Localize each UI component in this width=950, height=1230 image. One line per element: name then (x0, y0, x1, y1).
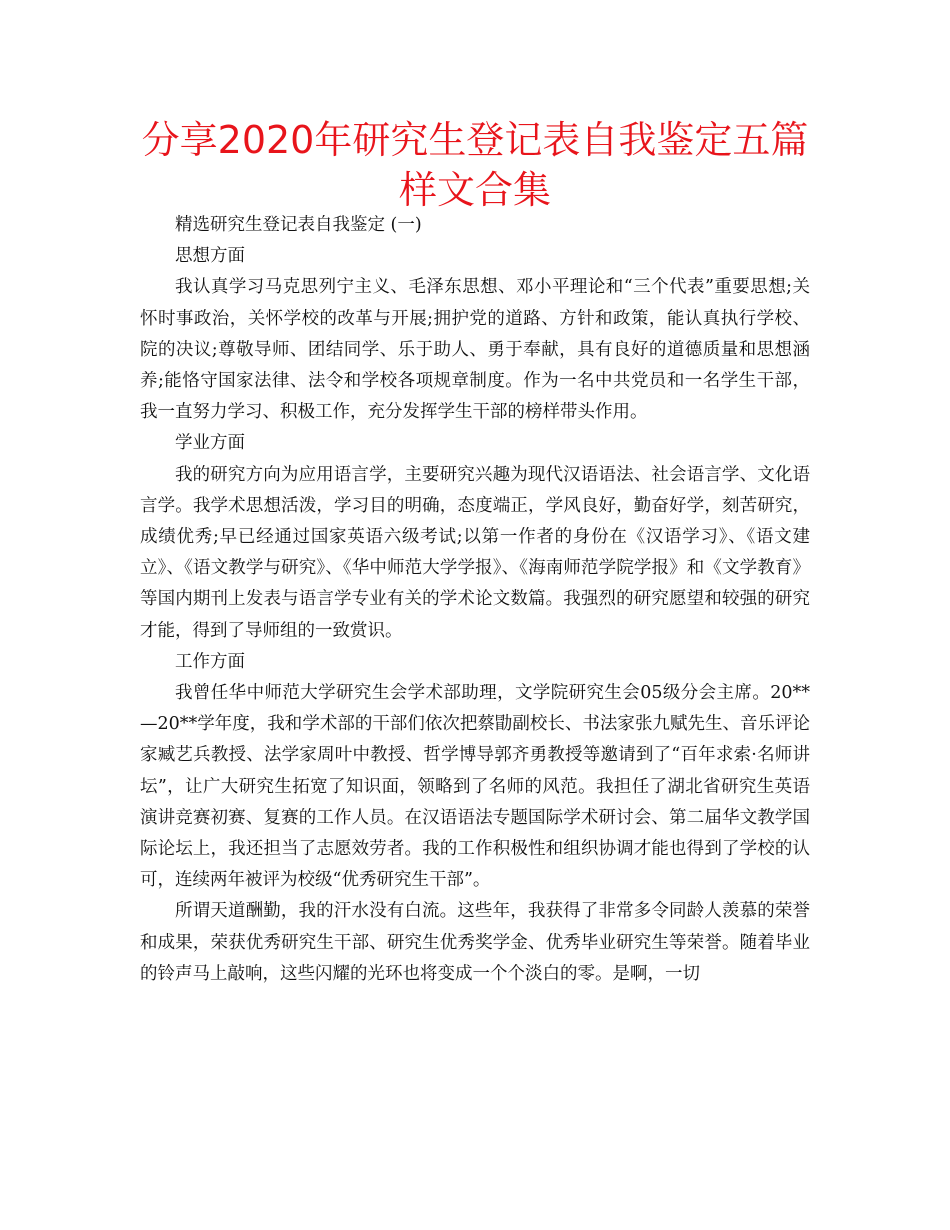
section-heading: 精选研究生登记表自我鉴定 (一) (175, 215, 422, 235)
body-paragraph: 我曾任华中师范大学研究生会学术部助理，文学院研究生会05级分会主席。20**—20**学年度，我和学术部的干部们依次把蔡勖副校长、书法家张九赋先生、音乐评论家臧艺兵教授、法学家周叶中教授、哲学博导郭齐勇教授等邀请到了“百年求索·名师讲坛”，让广大研究生拓宽了知识面，领略到了名师的风范。我担任了湖北省研究生英语演讲竞赛初赛、复赛的工作人员。在汉语语法专题国际学术研讨会、第二届华文教学国际论坛上，我还担当了志愿效劳者。我的工作积极性和组织协调才能也得到了学校的认可，连续两年被评为校级“优秀研究生干部”。 (140, 683, 810, 891)
body-paragraph: 我的研究方向为应用语言学，主要研究兴趣为现代汉语语法、社会语言学、文化语言学。我学术思想活泼，学习目的明确，态度端正，学风良好，勤奋好学，刻苦研究，成绩优秀;早已经通过国家英语六级考试;以第一作者的身份在《汉语学习》、《语文建立》、《语文教学与研究》、《华中师范大学学报》、《海南师范学院学报》和《文学教育》等国内期刊上发表与语言学专业有关的学术论文数篇。我强烈的研究愿望和较强的研究才能，得到了导师组的一致赏识。 (140, 464, 810, 641)
body-paragraph: 我认真学习马克思列宁主义、毛泽东思想、邓小平理论和“三个代表”重要思想;关怀时事政治，关怀学校的改革与开展;拥护党的道路、方针和政策，能认真执行学校、院的决议;尊敬导师、团结同学、乐于助人、勇于奉献，具有良好的道德质量和思想涵养;能恪守国家法律、法令和学校各项规章制度。作为一名中共党员和一名学生干部，我一直努力学习、积极工作，充分发挥学生干部的榜样带头作用。 (140, 277, 810, 423)
section-heading: 学业方面 (175, 433, 245, 454)
document-body (140, 210, 810, 990)
section-heading: 思想方面 (175, 246, 245, 267)
section-heading: 工作方面 (175, 651, 245, 672)
body-paragraph: 所谓天道酬勤，我的汗水没有白流。这些年，我获得了非常多令同龄人羡慕的荣誉和成果，荣获优秀研究生干部、研究生优秀奖学金、优秀毕业研究生等荣誉。随着毕业的铃声马上敲响，这些闪耀的光环也将变成一个个淡白的零。是啊，一切 (140, 901, 810, 984)
document-title: 分享2020年研究生登记表自我鉴定五篇样文合集 (141, 118, 809, 212)
